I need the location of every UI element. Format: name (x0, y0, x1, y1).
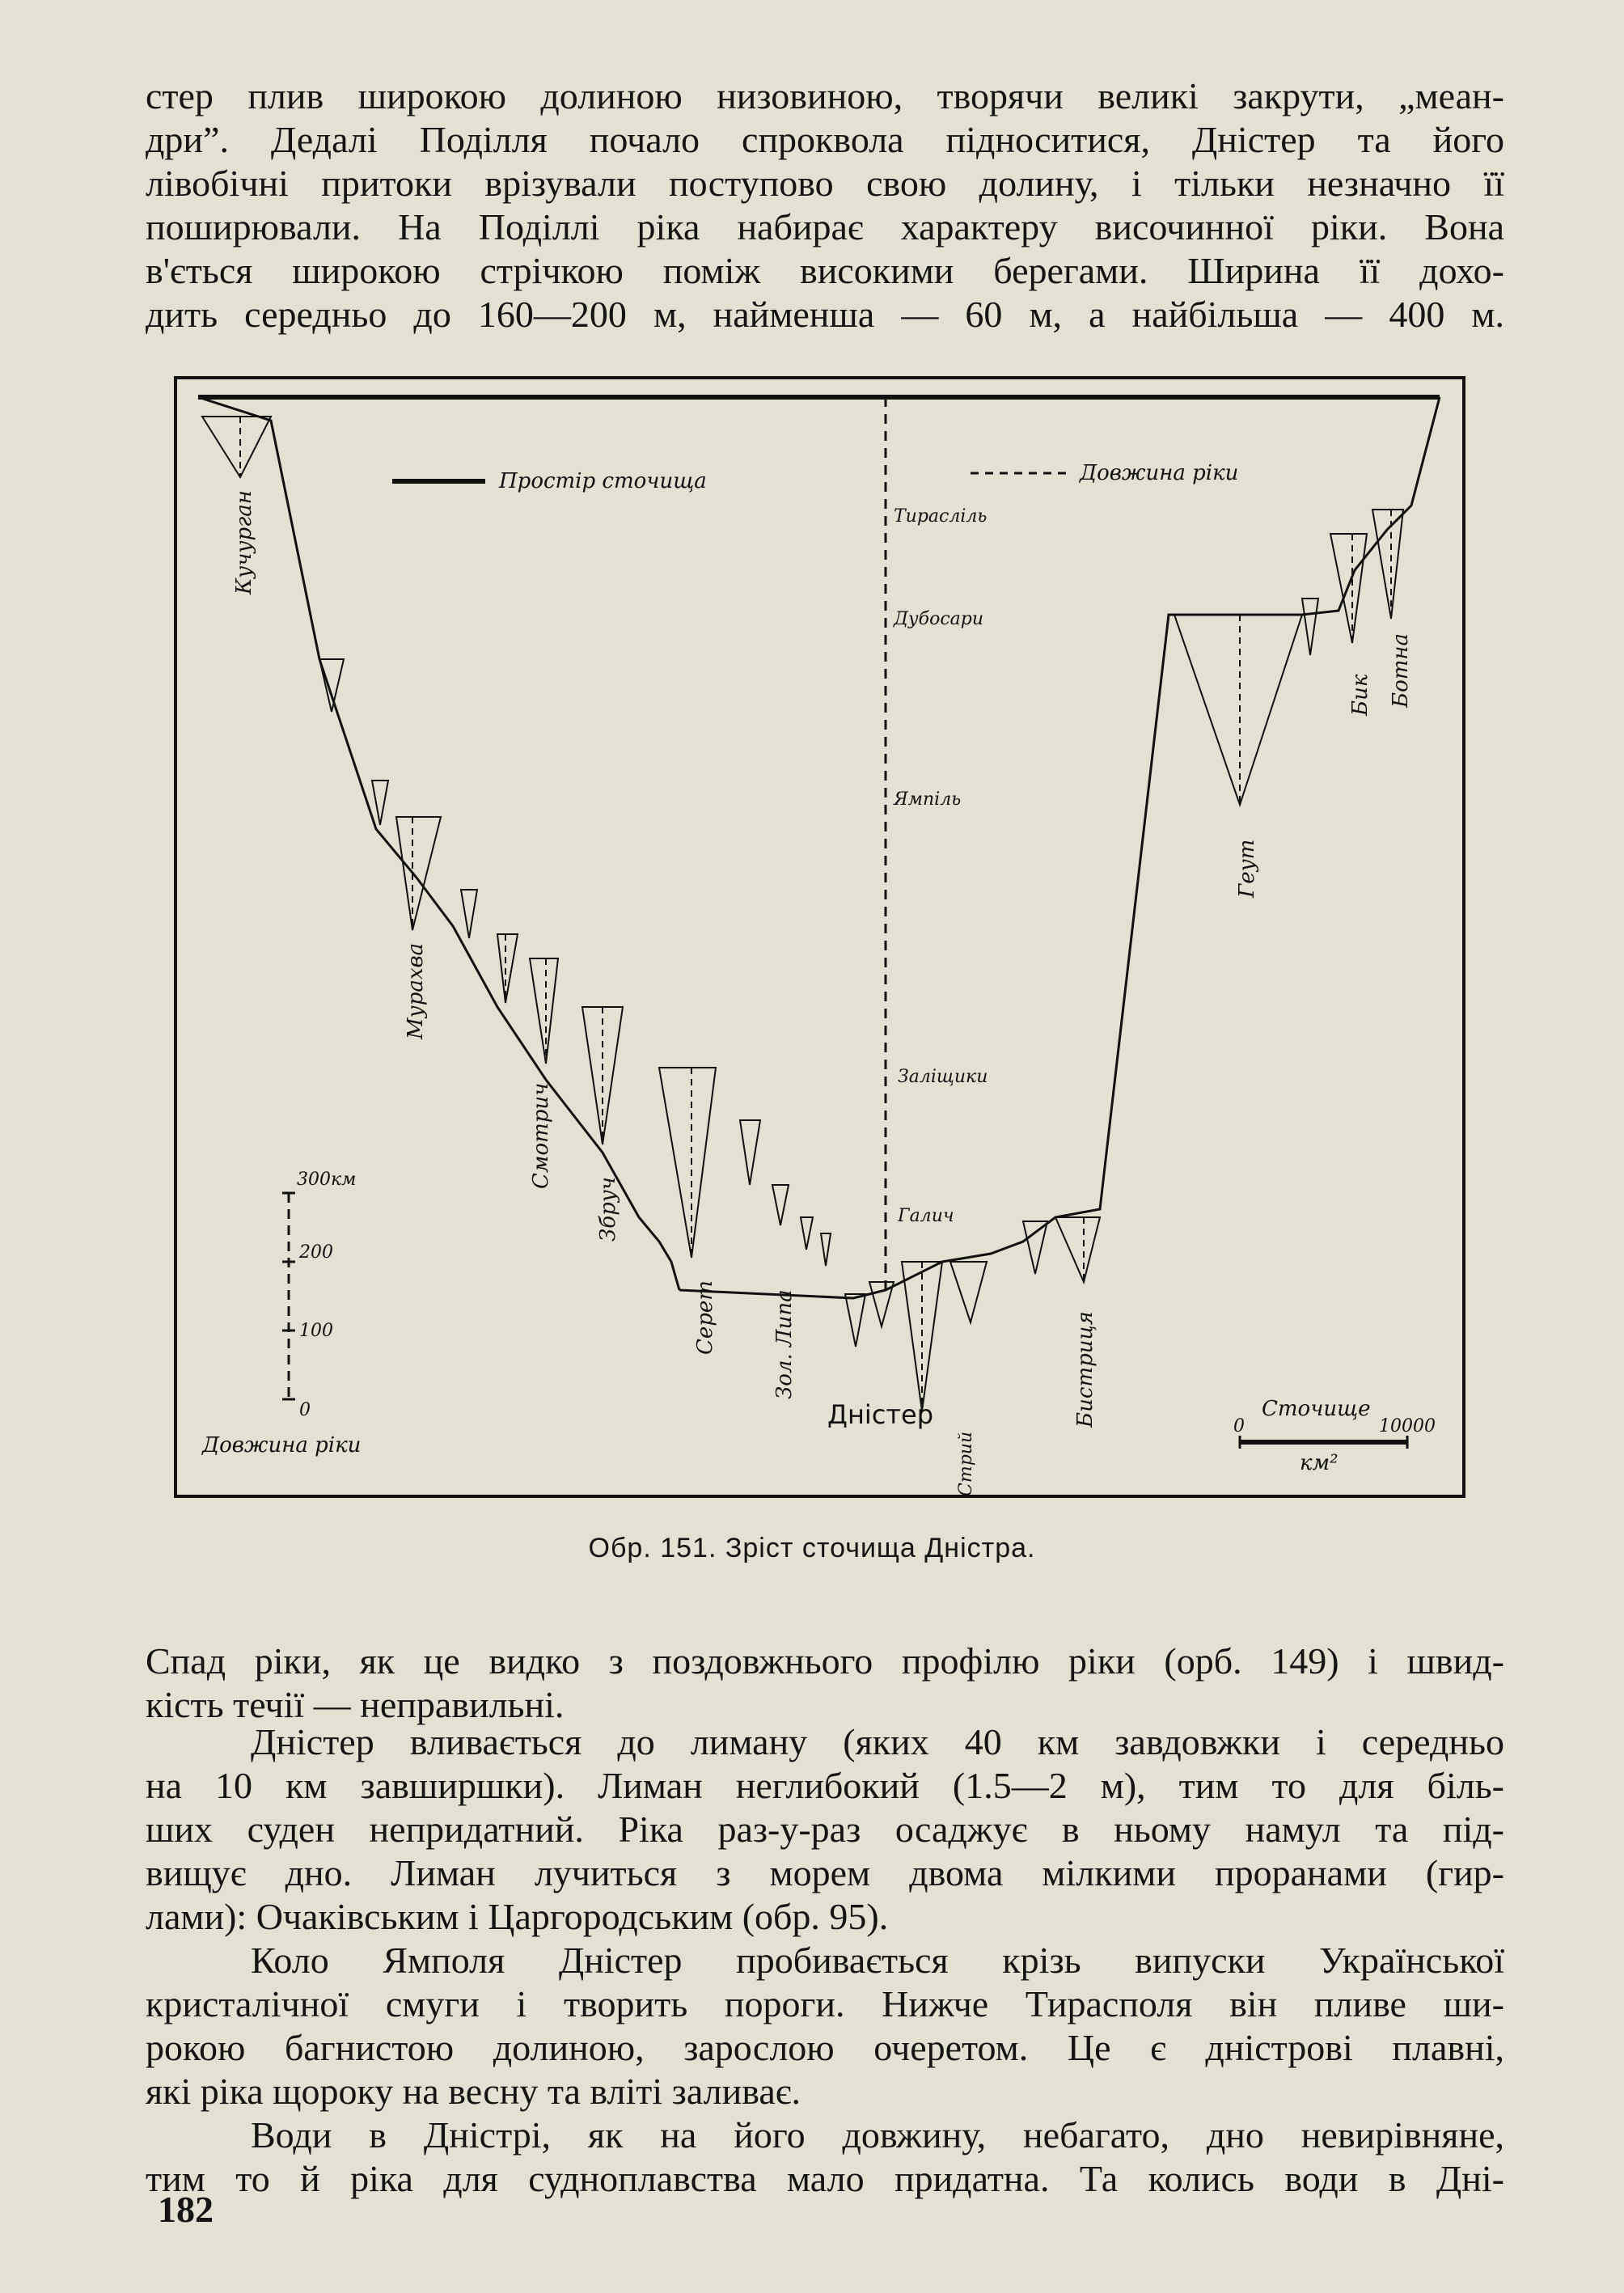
text-line: дри”. Дедалі Поділля почало спроквола підноситися, Дністер та його (146, 119, 1504, 160)
city-label: Заліщики (898, 1067, 988, 1087)
text-line: Коло Ямполя Дністер пробивається крізь випуски Української (251, 1940, 1504, 1981)
tributary-label: Кучурган (232, 490, 256, 594)
figure-frame (176, 378, 1464, 1496)
text-line: ших суден непридатний. Ріка раз-у-раз осаджує в ньому намул та під- (146, 1809, 1504, 1850)
tributary-label: Серет (693, 1280, 717, 1355)
body-paragraph (146, 1939, 1504, 2113)
text-line: в'ється широкою стрічкою поміж високими берегами. Ширина її дохо- (146, 250, 1504, 291)
area-scale-min: 0 (1233, 1416, 1245, 1436)
city-label: Тирасліль (894, 506, 988, 527)
text-line: рокою багнистою долиною, зарослою очеретом. Це є дністрові плавні, (146, 2027, 1504, 2068)
tributary-labels (232, 490, 1413, 1496)
area-scale (1233, 1397, 1436, 1475)
main-river-label: Дністер (827, 1399, 934, 1430)
text-line: Дністер вливається до лиману (яких 40 км завдовжки і середньо (251, 1721, 1504, 1762)
text-line: на 10 км завширшки). Лиман неглибокий (1.5—2 м), тим то для біль- (146, 1765, 1504, 1806)
left-tributary-stems (240, 417, 691, 1258)
page-number: 182 (158, 2189, 214, 2230)
text-line: Води в Дністрі, як на його довжину, небагато, дно невирівняне, (251, 2114, 1504, 2156)
length-scale-tick: 300км (297, 1170, 357, 1190)
figure-caption: Обр. 151. Зріст сточища Дністра. (588, 1533, 1036, 1563)
tributary-label: Бик (1348, 674, 1372, 716)
top-paragraph (146, 74, 1504, 336)
length-scale-label: Довжина ріки (202, 1433, 362, 1457)
text-line: Спад ріки, як це видко з поздовжнього профілю ріки (орб. 149) і швид- (146, 1640, 1504, 1682)
length-scale (201, 1170, 361, 1457)
basin-growth-figure (174, 376, 1468, 1512)
tributary-label: Стрий (956, 1431, 976, 1496)
left-basin-profile (198, 397, 679, 1290)
length-scale-tick: 0 (299, 1400, 311, 1420)
text-line: тим то й ріка для судноплавства мало придатна. Та колись води в Дні- (146, 2158, 1504, 2199)
body-paragraph (146, 1720, 1504, 1939)
length-scale-tick: 200 (299, 1242, 333, 1263)
tributary-label: Збруч (596, 1177, 620, 1242)
city-label: Дубосари (894, 609, 984, 629)
tributary-label: Бистриця (1073, 1311, 1097, 1428)
legend-length-label: Довжина ріки (1080, 461, 1239, 485)
right-tributary-stems (922, 510, 1391, 1411)
tributary-label: Геут (1235, 839, 1259, 898)
text-line: дить середньо до 160—200 м, найменша — 60 м, а найбільша — 400 м. (146, 294, 1504, 335)
text-line: кість течії — неправильні. (146, 1684, 565, 1725)
body-paragraph (146, 2113, 1504, 2201)
area-scale-title: Сточище (1262, 1397, 1371, 1421)
text-line: стер плив широкою долиною низовиною, творячи великі закрути, „меан- (146, 75, 1504, 116)
right-basin-profile (679, 397, 1440, 1298)
right-tributaries (845, 510, 1403, 1411)
area-scale-max: 10000 (1379, 1416, 1436, 1436)
text-line: які ріка щороку на весну та вліті заливає. (146, 2071, 801, 2112)
text-line: кристалічної смуги і творить пороги. Нижче Тирасполя він пливе ши- (146, 1983, 1504, 2024)
tributary-label: Смотрич (529, 1082, 553, 1189)
tributary-label: Ботна (1389, 632, 1413, 708)
city-label: Ямпіль (894, 789, 962, 810)
tributary-label: Мурахва (404, 942, 428, 1039)
text-line: поширювали. На Поділлі ріка набирає характеру височинної ріки. Вона (146, 206, 1504, 247)
body-paragraph (146, 1639, 1504, 1727)
text-line: лами): Очаківським і Царгородським (обр. 95). (146, 1896, 889, 1937)
area-scale-unit: км² (1300, 1451, 1339, 1475)
city-label: Галич (898, 1206, 954, 1226)
length-scale-tick: 100 (299, 1321, 333, 1341)
tributary-label: Зол. Липа (772, 1289, 797, 1399)
city-labels (893, 506, 988, 1226)
text-line: вищує дно. Лиман лучиться з морем двома мілкими проранами (гир- (146, 1852, 1504, 1893)
legend-area-label: Простір сточища (499, 469, 707, 493)
text-line: лівобічні притоки врізували поступово свою долину, і тільки незначно її (146, 163, 1504, 204)
